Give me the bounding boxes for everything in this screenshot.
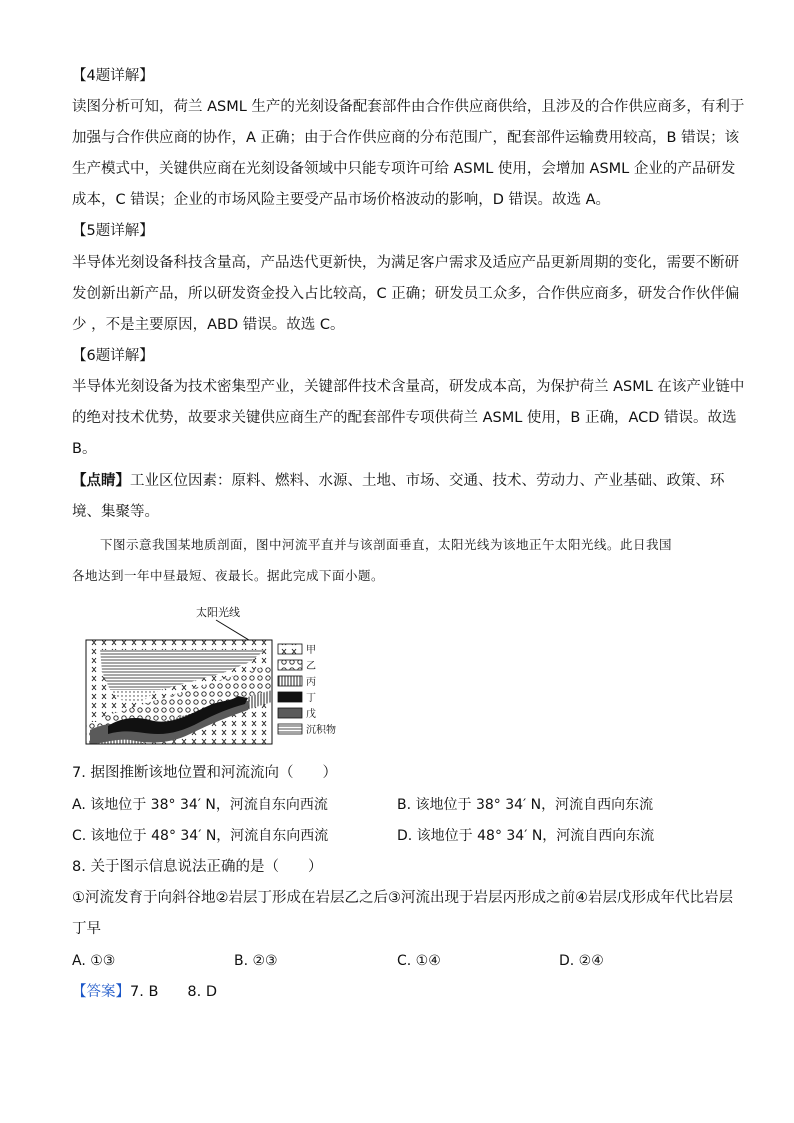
legend-label-yi: 乙 xyxy=(306,661,316,672)
q7-option-a[interactable]: A. 该地位于 38° 34′ N，河流自东向西流 xyxy=(72,797,328,813)
tip-line-2: 境、集聚等。 xyxy=(72,504,159,520)
q7-stem: 7. 据图推断该地位置和河流流向（ ） xyxy=(72,765,337,781)
rock-layers xyxy=(86,640,272,744)
section5-line-1: 半导体光刻设备科技含量高，产品迭代更新快，为满足客户需求及适应产品更新周期的变化，需要不断研 xyxy=(72,255,739,271)
section6-header: 【6题详解】 xyxy=(72,348,154,364)
section4-header: 【4题详解】 xyxy=(72,68,154,84)
q8-stem: 8. 关于图示信息说法正确的是（ ） xyxy=(72,859,323,875)
q8-option-a[interactable]: A. ①③ xyxy=(72,953,116,969)
answer-values: 7. B 8. D xyxy=(130,984,217,1000)
geologic-section-figure xyxy=(80,602,370,752)
section4-line-4: 成本，C 错误；企业的市场风险主要受产品市场价格波动的影响，D 错误。故选 A。 xyxy=(72,192,611,208)
section6-line-1: 半导体光刻设备为技术密集型产业，关键部件技术含量高，研发成本高，为保护荷兰 ASML 在该产业链中 xyxy=(72,379,745,395)
answer-line xyxy=(72,982,217,1002)
section5-line-3: 少 ，不是主要原因，ABD 错误。故选 C。 xyxy=(72,317,345,333)
legend-label-jia: 甲 xyxy=(306,645,316,656)
section4-line-3: 生产模式中，关键供应商在光刻设备领域中只能专项许可给 ASML 使用，会增加 ASML 企业的产品研发 xyxy=(72,161,736,177)
legend-label-sediment: 沉积物 xyxy=(306,725,336,736)
intro-line-1: 下图示意我国某地质剖面，图中河流平直并与该剖面垂直，太阳光线为该地正午太阳光线。此日我国 xyxy=(100,537,673,552)
legend-label-wu: 戊 xyxy=(306,709,316,720)
sun-ray-label: 太阳光线 xyxy=(196,606,240,619)
q8-option-c[interactable]: C. ①④ xyxy=(397,953,441,969)
answer-label: 【答案】 xyxy=(72,984,130,1000)
section4-line-1: 读图分析可知，荷兰 ASML 生产的光刻设备配套部件由合作供应商供给，且涉及的合作供应商多，有利于 xyxy=(72,99,745,115)
q7-option-c[interactable]: C. 该地位于 48° 34′ N，河流自东向西流 xyxy=(72,828,329,844)
section4-line-2: 加强与合作供应商的协作，A 正确；由于合作供应商的分布范围广，配套部件运输费用较高，B 错误；该 xyxy=(72,130,740,146)
q8-statements-2: 丁早 xyxy=(72,921,101,937)
section5-line-2: 发创新出新产品，所以研发资金投入占比较高，C 正确；研发员工众多，合作供应商多，研发合作伙伴偏 xyxy=(72,286,740,302)
q8-statements-1: ①河流发育于向斜谷地②岩层丁形成在岩层乙之后③河流出现于岩层丙形成之前④岩层戊形成年代比岩层 xyxy=(72,890,733,906)
tip-header: 【点睛】 xyxy=(72,473,130,489)
q8-option-b[interactable]: B. ②③ xyxy=(234,953,278,969)
section5-header: 【5题详解】 xyxy=(72,223,154,239)
q7-option-b[interactable]: B. 该地位于 38° 34′ N，河流自西向东流 xyxy=(397,797,654,813)
legend-label-bing: 丙 xyxy=(306,677,316,688)
q8-option-d[interactable]: D. ②④ xyxy=(559,953,604,969)
section6-line-3: B。 xyxy=(72,441,97,457)
q7-option-d[interactable]: D. 该地位于 48° 34′ N，河流自西向东流 xyxy=(397,828,655,844)
intro-line-2: 各地达到一年中昼最短、夜最长。据此完成下面小题。 xyxy=(72,568,385,583)
tip-text-1: 工业区位因素：原料、燃料、水源、土地、市场、交通、技术、劳动力、产业基础、政策、环 xyxy=(130,473,725,489)
tip-line-1 xyxy=(72,471,725,491)
section6-line-2: 的绝对技术优势，故要求关键供应商生产的配套部件专项供荷兰 ASML 使用，B 正确，ACD 错误。故选 xyxy=(72,410,737,426)
legend-label-ding: 丁 xyxy=(306,693,316,704)
figure-legend xyxy=(278,644,336,736)
